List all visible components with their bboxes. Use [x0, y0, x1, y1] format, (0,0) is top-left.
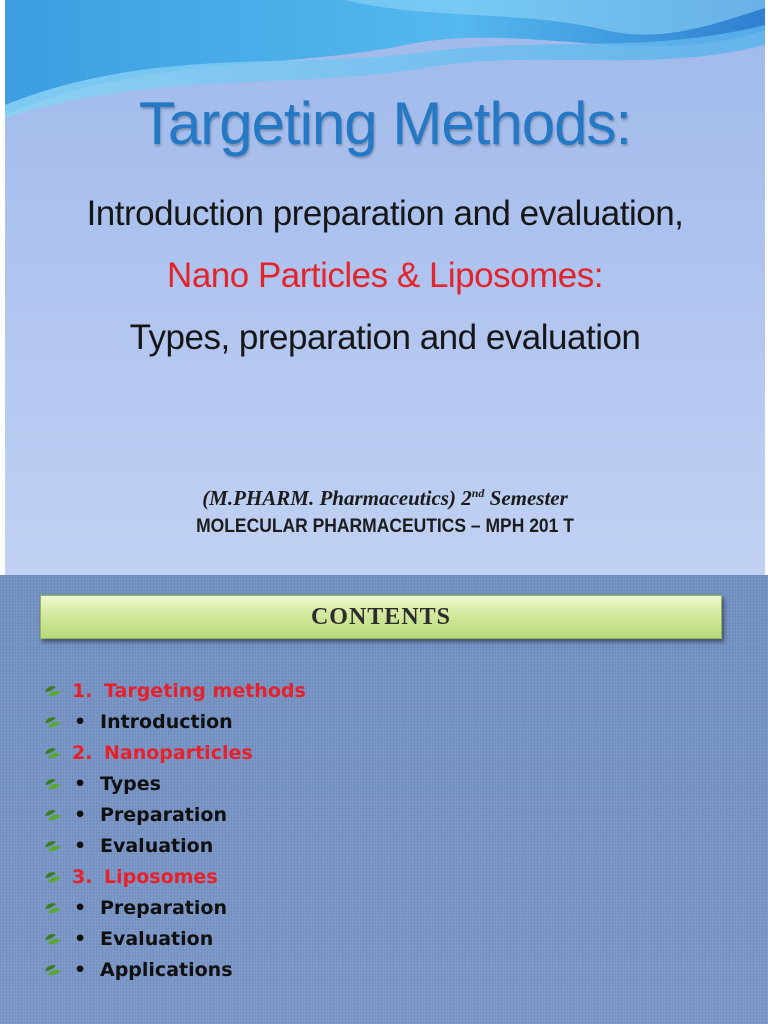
- leaf-bullet-icon: [44, 901, 62, 915]
- contents-slide: [0, 575, 768, 1024]
- sub-bullet: •: [74, 927, 87, 950]
- leaf-bullet-icon: [44, 746, 62, 760]
- contents-item-label: Introduction: [100, 710, 233, 733]
- leaf-bullet-icon: [44, 777, 62, 791]
- section-number: 2.: [72, 741, 93, 764]
- contents-item: [44, 799, 306, 830]
- contents-list: [44, 675, 306, 985]
- sub-bullet: •: [74, 958, 87, 981]
- contents-item: [44, 923, 306, 954]
- subtitle-line-3: Types, preparation and evaluation: [129, 318, 641, 357]
- contents-item: [44, 892, 306, 923]
- contents-heading: CONTENTS: [310, 604, 452, 630]
- contents-item: [44, 706, 306, 737]
- contents-item-label: Targeting methods: [104, 679, 306, 702]
- course-suffix: Semester: [484, 486, 568, 510]
- contents-item: [44, 768, 306, 799]
- contents-item-label: Nanoparticles: [104, 741, 253, 764]
- leaf-bullet-icon: [44, 963, 62, 977]
- contents-item-label: Evaluation: [100, 834, 214, 857]
- sub-bullet: •: [74, 803, 87, 826]
- contents-item: [44, 830, 306, 861]
- contents-item-label: Evaluation: [100, 927, 214, 950]
- sub-bullet: •: [74, 834, 87, 857]
- leaf-bullet-icon: [44, 932, 62, 946]
- course-code: MOLECULAR PHARMACEUTICS – MPH 201 T: [196, 516, 574, 537]
- contents-item-label: Liposomes: [104, 865, 218, 888]
- section-number: 3.: [72, 865, 93, 888]
- contents-item-label: Preparation: [100, 896, 227, 919]
- leaf-bullet-icon: [44, 839, 62, 853]
- contents-item-label: Preparation: [100, 803, 227, 826]
- leaf-bullet-icon: [44, 870, 62, 884]
- subtitle-line-2: Nano Particles & Liposomes:: [167, 256, 603, 295]
- section-number: 1.: [72, 679, 93, 702]
- subtitle-line-1: Introduction preparation and evaluation,: [86, 194, 684, 233]
- slide-title: Targeting Methods:: [138, 90, 632, 157]
- leaf-bullet-icon: [44, 715, 62, 729]
- contents-heading-box: [40, 595, 722, 639]
- title-slide: [5, 0, 765, 575]
- contents-item-label: Applications: [100, 958, 233, 981]
- contents-item: [44, 861, 306, 892]
- sub-bullet: •: [74, 772, 87, 795]
- leaf-bullet-icon: [44, 808, 62, 822]
- course-superscript: nd: [471, 486, 485, 500]
- course-prefix: (M.PHARM. Pharmaceutics) 2: [202, 486, 472, 510]
- contents-item: [44, 675, 306, 706]
- sub-bullet: •: [74, 710, 87, 733]
- contents-item: [44, 954, 306, 985]
- contents-item-label: Types: [100, 772, 161, 795]
- leaf-bullet-icon: [44, 684, 62, 698]
- course-semester: [5, 479, 765, 512]
- contents-item: [44, 737, 306, 768]
- sub-bullet: •: [74, 896, 87, 919]
